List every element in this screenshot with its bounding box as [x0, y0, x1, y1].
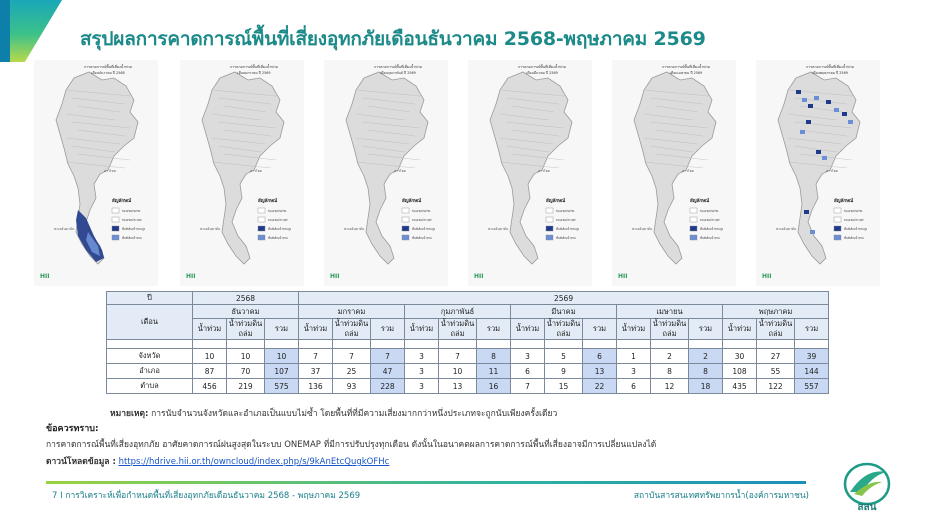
table-cell: 108 [723, 364, 757, 379]
spacer-cell [371, 340, 405, 349]
table-cell: 93 [333, 379, 371, 394]
legend-swatch [402, 226, 409, 231]
month-header: พฤษภาคม [723, 305, 829, 319]
legend-item: ขอบเขตประเทศ [268, 218, 288, 222]
legend-item: พื้นที่เสี่ยงน้ำท่วมสูง [556, 227, 580, 231]
table-cell: 2 [689, 349, 723, 364]
flood-risk-map [468, 60, 592, 286]
table-cell: 10 [227, 349, 265, 364]
table-cell: 107 [265, 364, 299, 379]
thailand-map-icon [756, 60, 880, 286]
sub-header: น้ำท่วมดินถล่ม [439, 319, 477, 340]
download-row [46, 454, 389, 468]
summary-table [106, 291, 829, 394]
legend-swatch [546, 235, 553, 240]
legend-swatch [112, 226, 119, 231]
map-heading: การคาดการณ์พื้นที่เสี่ยงน้ำท่วม [517, 65, 567, 69]
sea-label-gulf: อ่าวไทย [538, 169, 550, 173]
legend-title: สัญลักษณ์ [258, 199, 278, 204]
table-cell: 3 [405, 349, 439, 364]
table-cell: 87 [193, 364, 227, 379]
legend-title: สัญลักษณ์ [834, 199, 854, 204]
sea-label-andaman: ทะเลอันดามัน [344, 227, 365, 231]
table-cell: 3 [405, 364, 439, 379]
table-cell: 575 [265, 379, 299, 394]
sea-label-andaman: ทะเลอันดามัน [776, 227, 797, 231]
footer-page-caption: 7 I การวิเคราะห์เพื่อกำหนดพื้นที่เสี่ยงอุทกภัยเดือนธันวาคม 2568 - พฤษภาคม 2569 [52, 491, 361, 501]
flood-risk-map [612, 60, 736, 286]
spacer-cell [617, 340, 651, 349]
download-link[interactable]: https://hdrive.hii.or.th/owncloud/index.php/s/9kAnEtcQugkOFHc [118, 457, 390, 467]
risk-area-high [814, 96, 819, 100]
legend-item: ขอบเขตจังหวัด [412, 209, 431, 213]
footer-divider [46, 481, 806, 484]
footer-organization: สถาบันสารสนเทศทรัพยากรน้ำ(องค์การมหาชน) [633, 491, 809, 501]
spacer-cell [689, 340, 723, 349]
legend-swatch [834, 208, 841, 213]
table-note [110, 406, 557, 420]
legend-swatch [690, 226, 697, 231]
risk-area-high [842, 112, 847, 116]
map-subheading: เดือนมีนาคม ปี 2569 [526, 71, 558, 75]
legend-swatch [258, 226, 265, 231]
sea-label-gulf: อ่าวไทย [826, 169, 838, 173]
table-cell: 22 [583, 379, 617, 394]
legend-swatch [546, 226, 553, 231]
legend-title: สัญลักษณ์ [546, 199, 566, 204]
spacer-cell [193, 340, 227, 349]
flood-risk-map [756, 60, 880, 286]
logo-text: สสน [857, 502, 877, 512]
flood-risk-map [34, 60, 158, 286]
map-heading: การคาดการณ์พื้นที่เสี่ยงน้ำท่วม [83, 65, 133, 69]
legend-item: ขอบเขตประเทศ [700, 218, 720, 222]
risk-area-high [826, 100, 831, 104]
sub-header: รวม [265, 319, 299, 340]
page-title: สรุปผลการคาดการณ์พื้นที่เสี่ยงอุทกภัยเดือนธันวาคม 2568-พฤษภาคม 2569 [80, 28, 706, 50]
risk-area-high [800, 130, 805, 134]
legend-item: พื้นที่เสี่ยงน้ำท่วมสูง [268, 227, 292, 231]
spacer-cell [265, 340, 299, 349]
table-cell: 9 [545, 364, 583, 379]
table-cell: 27 [757, 349, 795, 364]
legend-item: ขอบเขตประเทศ [844, 218, 864, 222]
legend-item: พื้นที่เสี่ยงน้ำท่วม [700, 236, 721, 240]
spacer-cell [227, 340, 265, 349]
legend-swatch [546, 217, 553, 222]
sub-header: น้ำท่วม [405, 319, 439, 340]
sub-header: รวม [583, 319, 617, 340]
thailand-map-icon [468, 60, 592, 286]
map-heading: การคาดการณ์พื้นที่เสี่ยงน้ำท่วม [373, 65, 423, 69]
legend-swatch [258, 208, 265, 213]
legend-swatch [258, 235, 265, 240]
sub-header: รวม [795, 319, 829, 340]
legend-item: ขอบเขตประเทศ [122, 218, 142, 222]
legend-item: ขอบเขตจังหวัด [122, 209, 141, 213]
legend-item: ขอบเขตประเทศ [412, 218, 432, 222]
month-header: เมษายน [617, 305, 723, 319]
legend-title: สัญลักษณ์ [402, 199, 422, 204]
spacer-cell [405, 340, 439, 349]
spacer-cell [651, 340, 689, 349]
sub-header: รวม [689, 319, 723, 340]
sub-header: รวม [477, 319, 511, 340]
risk-area-high [804, 210, 809, 214]
table-cell: 1 [617, 349, 651, 364]
table-cell: 557 [795, 379, 829, 394]
sub-header: รวม [371, 319, 405, 340]
note-label: หมายเหตุ: [110, 409, 149, 419]
thailand-map-icon [34, 60, 158, 286]
header-accent-strip [0, 0, 10, 62]
legend-swatch [834, 217, 841, 222]
risk-area-high [802, 98, 807, 102]
risk-area-high [822, 156, 827, 160]
table-cell: 6 [617, 379, 651, 394]
spacer-cell [545, 340, 583, 349]
legend-item: พื้นที่เสี่ยงน้ำท่วมสูง [122, 227, 146, 231]
table-cell: 13 [439, 379, 477, 394]
spacer-cell [299, 340, 333, 349]
table-cell: 435 [723, 379, 757, 394]
month-header: ธันวาคม [193, 305, 299, 319]
flood-risk-map [180, 60, 304, 286]
map-heading: การคาดการณ์พื้นที่เสี่ยงน้ำท่วม [805, 65, 855, 69]
month-label: เดือน [107, 305, 193, 340]
table-cell: 30 [723, 349, 757, 364]
map-heading: การคาดการณ์พื้นที่เสี่ยงน้ำท่วม [661, 65, 711, 69]
table-cell: 18 [689, 379, 723, 394]
legend-item: พื้นที่เสี่ยงน้ำท่วม [122, 236, 143, 240]
table-cell: 228 [371, 379, 405, 394]
sub-header: น้ำท่วมดินถล่ม [651, 319, 689, 340]
table-cell: 15 [545, 379, 583, 394]
table-cell: 6 [511, 364, 545, 379]
legend-item: ขอบเขตจังหวัด [700, 209, 719, 213]
row-label: ตำบล [107, 379, 193, 394]
year-2568: 2568 [193, 292, 299, 305]
table-cell: 144 [795, 364, 829, 379]
table-cell: 39 [795, 349, 829, 364]
legend-swatch [402, 208, 409, 213]
table-cell: 11 [477, 364, 511, 379]
legend-item: ขอบเขตจังหวัด [556, 209, 575, 213]
table-cell: 122 [757, 379, 795, 394]
spacer-cell [107, 340, 193, 349]
year-label: ปี [107, 292, 193, 305]
sub-header: น้ำท่วมดินถล่ม [757, 319, 795, 340]
spacer-cell [757, 340, 795, 349]
flood-risk-map [324, 60, 448, 286]
table-cell: 6 [583, 349, 617, 364]
sub-header: น้ำท่วมดินถล่ม [333, 319, 371, 340]
table-cell: 10 [193, 349, 227, 364]
legend-swatch [402, 235, 409, 240]
year-2569: 2569 [299, 292, 829, 305]
table-cell: 7 [299, 349, 333, 364]
hii-map-logo: HII [186, 273, 196, 280]
legend-item: ขอบเขตจังหวัด [844, 209, 863, 213]
sea-label-gulf: อ่าวไทย [682, 169, 694, 173]
month-header: มีนาคม [511, 305, 617, 319]
table-cell: 12 [651, 379, 689, 394]
table-cell: 2 [651, 349, 689, 364]
spacer-cell [477, 340, 511, 349]
sub-header: น้ำท่วม [299, 319, 333, 340]
sub-header: น้ำท่วม [723, 319, 757, 340]
table-cell: 7 [511, 379, 545, 394]
month-header: มกราคม [299, 305, 405, 319]
hii-map-logo: HII [618, 273, 628, 280]
legend-swatch [690, 217, 697, 222]
hii-map-logo: HII [474, 273, 484, 280]
forecast-maps [34, 60, 894, 288]
sub-header: น้ำท่วม [511, 319, 545, 340]
table-cell: 3 [405, 379, 439, 394]
table-cell: 55 [757, 364, 795, 379]
sea-label-gulf: อ่าวไทย [250, 169, 262, 173]
conditions-text: การคาดการณ์พื้นที่เสี่ยงอุทกภัย อาศัยคาดการณ์ฝนสูงสุดในระบบ ONEMAP ที่มีการปรับปรุงทุกเดือน ดังนั้นในอนาคตผลการคาดการณ์พื้นที่เสี่ยงอาจมีการเปลี่ยนแปลงได้ [46, 440, 657, 450]
spacer-cell [333, 340, 371, 349]
legend-swatch [690, 208, 697, 213]
table-cell: 3 [511, 349, 545, 364]
month-header: กุมภาพันธ์ [405, 305, 511, 319]
table-cell: 136 [299, 379, 333, 394]
table-cell: 70 [227, 364, 265, 379]
table-cell: 8 [651, 364, 689, 379]
row-label: อำเภอ [107, 364, 193, 379]
table-cell: 8 [477, 349, 511, 364]
map-heading: การคาดการณ์พื้นที่เสี่ยงน้ำท่วม [229, 65, 279, 69]
map-subheading: เดือนธันวาคม ปี 2568 [91, 71, 125, 75]
sea-label-gulf: อ่าวไทย [104, 169, 116, 173]
table-cell: 10 [439, 364, 477, 379]
legend-item: พื้นที่เสี่ยงน้ำท่วม [412, 236, 433, 240]
note-text: การนับจำนวนจังหวัดและอำเภอเป็นแบบไม่ซ้ำ โดยพื้นที่ที่มีความเสี่ยงมากกว่าหนึ่งประเภทจะถูกนับเพียงครั้งเดียว [148, 409, 558, 419]
legend-item: พื้นที่เสี่ยงน้ำท่วม [556, 236, 577, 240]
risk-area-high [816, 150, 821, 154]
download-label: ดาวน์โหลดข้อมูล : [46, 457, 116, 467]
table-cell: 3 [617, 364, 651, 379]
sea-label-andaman: ทะเลอันดามัน [200, 227, 221, 231]
summary-table-wrapper [106, 291, 826, 394]
spacer-cell [723, 340, 757, 349]
legend-item: พื้นที่เสี่ยงน้ำท่วม [268, 236, 289, 240]
risk-area-high [848, 120, 853, 124]
sea-label-andaman: ทะเลอันดามัน [54, 227, 75, 231]
table-cell: 7 [371, 349, 405, 364]
table-row [107, 364, 829, 379]
legend-swatch [834, 235, 841, 240]
legend-item: ขอบเขตประเทศ [556, 218, 576, 222]
thailand-map-icon [612, 60, 736, 286]
legend-swatch [402, 217, 409, 222]
conditions-title: ข้อควรทราบ: [46, 424, 99, 434]
legend-swatch [112, 208, 119, 213]
table-row [107, 349, 829, 364]
legend-item: ขอบเขตจังหวัด [268, 209, 287, 213]
sub-header: น้ำท่วมดินถล่ม [545, 319, 583, 340]
map-subheading: เดือนเมษายน ปี 2569 [669, 71, 703, 75]
table-cell: 10 [265, 349, 299, 364]
risk-area-high [810, 230, 815, 234]
risk-area-high [806, 120, 811, 124]
legend-title: สัญลักษณ์ [690, 199, 710, 204]
legend-title: สัญลักษณ์ [112, 199, 132, 204]
spacer-cell [511, 340, 545, 349]
row-label: จังหวัด [107, 349, 193, 364]
legend-item: พื้นที่เสี่ยงน้ำท่วม [844, 236, 865, 240]
table-cell: 456 [193, 379, 227, 394]
legend-item: พื้นที่เสี่ยงน้ำท่วมสูง [412, 227, 436, 231]
sub-header: น้ำท่วม [193, 319, 227, 340]
thailand-map-icon [180, 60, 304, 286]
table-cell: 37 [299, 364, 333, 379]
table-cell: 13 [583, 364, 617, 379]
risk-area-high [808, 104, 813, 108]
sub-header: น้ำท่วม [617, 319, 651, 340]
table-cell: 7 [333, 349, 371, 364]
sea-label-andaman: ทะเลอันดามัน [488, 227, 509, 231]
legend-swatch [112, 217, 119, 222]
legend-swatch [258, 217, 265, 222]
sea-label-gulf: อ่าวไทย [394, 169, 406, 173]
legend-swatch [834, 226, 841, 231]
hii-logo [836, 462, 898, 512]
legend-swatch [112, 235, 119, 240]
table-cell: 219 [227, 379, 265, 394]
spacer-cell [583, 340, 617, 349]
legend-swatch [546, 208, 553, 213]
spacer-cell [439, 340, 477, 349]
table-row [107, 379, 829, 394]
spacer-cell [795, 340, 829, 349]
map-subheading: เดือนมกราคม ปี 2569 [237, 71, 271, 75]
map-subheading: เดือนพฤษภาคม ปี 2569 [812, 71, 848, 75]
table-cell: 16 [477, 379, 511, 394]
table-cell: 5 [545, 349, 583, 364]
table-cell: 7 [439, 349, 477, 364]
table-cell: 47 [371, 364, 405, 379]
sub-header: น้ำท่วมดินถล่ม [227, 319, 265, 340]
table-cell: 25 [333, 364, 371, 379]
legend-swatch [690, 235, 697, 240]
legend-item: พื้นที่เสี่ยงน้ำท่วมสูง [700, 227, 724, 231]
hii-map-logo: HII [40, 273, 50, 280]
hii-map-logo: HII [762, 273, 772, 280]
hii-map-logo: HII [330, 273, 340, 280]
sea-label-andaman: ทะเลอันดามัน [632, 227, 653, 231]
map-subheading: เดือนกุมภาพันธ์ ปี 2569 [380, 71, 416, 75]
risk-area-high [796, 90, 801, 94]
risk-area-high [834, 108, 839, 112]
table-cell: 8 [689, 364, 723, 379]
legend-item: พื้นที่เสี่ยงน้ำท่วมสูง [844, 227, 868, 231]
thailand-map-icon [324, 60, 448, 286]
